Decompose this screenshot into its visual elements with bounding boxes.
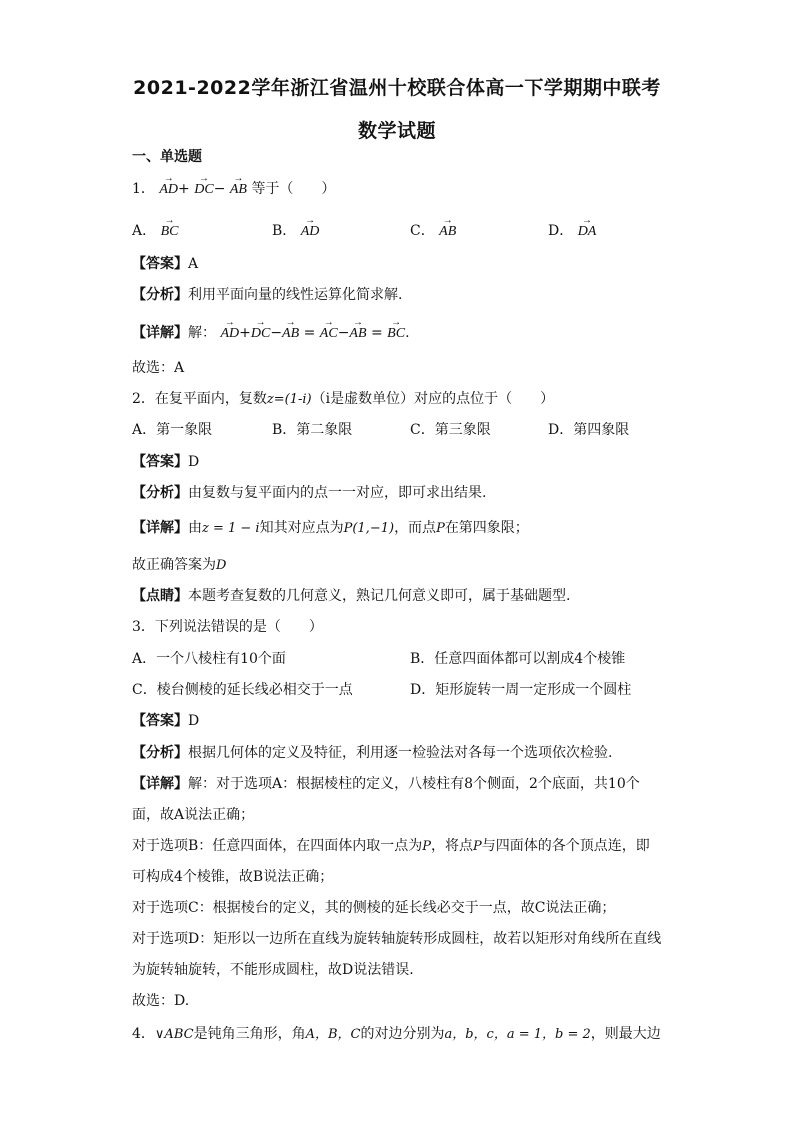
q3-answer: 【答案】D <box>132 713 200 729</box>
q2-option-b: B．第二象限 <box>272 422 353 438</box>
vector-ab: → AB <box>230 178 247 200</box>
q2-analysis: 【分析】由复数与复平面内的点一一对应，即可求出结果. <box>132 485 487 501</box>
q3-analysis: 【分析】根据几何体的定义及特征，利用逐一检验法对各每一个选项依次检验. <box>132 745 613 761</box>
q2-option-a: A．第一象限 <box>132 422 213 438</box>
q2-option-d: D．第四象限 <box>548 422 630 438</box>
q1-analysis: 【分析】利用平面向量的线性运算化简求解. <box>132 287 403 303</box>
question-number: 1． <box>132 181 155 197</box>
q1-option-b: B． → AD <box>272 220 319 242</box>
q2-answer: 【答案】D <box>132 454 200 470</box>
q3-option-d: D．矩形旋转一周一定形成一个圆柱 <box>410 682 632 698</box>
q2-detail: 【详解】由z = 1 − i知其对应点为P(1,−1)，而点P在第四象限； <box>132 520 529 536</box>
question-2-stem: 2．在复平面内，复数z=(1-i)（i是虚数单位）对应的点位于（ ） <box>132 391 555 407</box>
q3-detail: 【详解】解：对于选项A：根据棱柱的定义，八棱柱有8个侧面，2个底面，共10个 <box>132 776 640 792</box>
q2-option-c: C．第三象限 <box>410 422 491 438</box>
q3-detail-line3: 对于选项B：任意四面体，在四面体内取一点为P，将点P与四面体的各个顶点连，即 <box>132 838 650 854</box>
q1-option-d: D． → DA <box>548 220 596 242</box>
q1-option-c: C． → AB <box>410 220 456 242</box>
q1-option-a: A． → BC <box>132 220 178 242</box>
document-subtitle: 数学试题 <box>357 120 436 142</box>
q2-comment: 【点睛】本题考查复数的几何意义，熟记几何意义即可，属于基础题型. <box>132 588 571 604</box>
document-title: 2021-2022学年浙江省温州十校联合体高一下学期期中联考 <box>133 77 661 99</box>
q3-detail-line2: 面，故A说法正确； <box>132 807 255 823</box>
vector-ad: → AD <box>159 178 178 200</box>
q3-detail-line4: 可构成4个棱锥，故B说法正确； <box>132 869 334 885</box>
q1-answer: 【答案】A <box>132 256 199 272</box>
q1-final: 故选：A <box>132 360 185 376</box>
q3-detail-line7: 为旋转轴旋转，不能形成圆柱，故D说法错误. <box>132 962 414 978</box>
vector-dc: → DC <box>194 178 213 200</box>
q3-option-a: A．一个八棱柱有10个面 <box>132 651 286 667</box>
q2-conclusion: 故正确答案为D <box>132 557 227 573</box>
question-4-stem: 4．∨ABC是钝角三角形，角A，B，C的对边分别为a，b，c，a = 1，b = 2，则最大边 <box>132 1026 661 1042</box>
q3-final: 故选：D. <box>132 993 190 1009</box>
q3-detail-line5: 对于选项C：根据棱台的定义，其的侧棱的延长线必交于一点，故C说法正确； <box>132 900 616 916</box>
section-heading: 一、单选题 <box>132 149 202 165</box>
q3-option-c: C．棱台侧棱的延长线必相交于一点 <box>132 682 353 698</box>
question-3-stem: 3．下列说法错误的是（ ） <box>132 619 323 635</box>
question-suffix: 等于（ ） <box>251 181 336 197</box>
q3-detail-line6: 对于选项D：矩形以一边所在直线为旋转轴旋转形成圆柱，故若以矩形对角线所在直线 <box>132 931 662 947</box>
q3-option-b: B．任意四面体都可以割成4个棱锥 <box>410 651 626 667</box>
q1-detail: 【详解】解： → AD+→ DC−→ AB = → AC−→ AB = → BC. <box>132 322 410 344</box>
question-1-stem: 1． → AD+ → DC− → AB 等于（ ） <box>132 178 335 200</box>
